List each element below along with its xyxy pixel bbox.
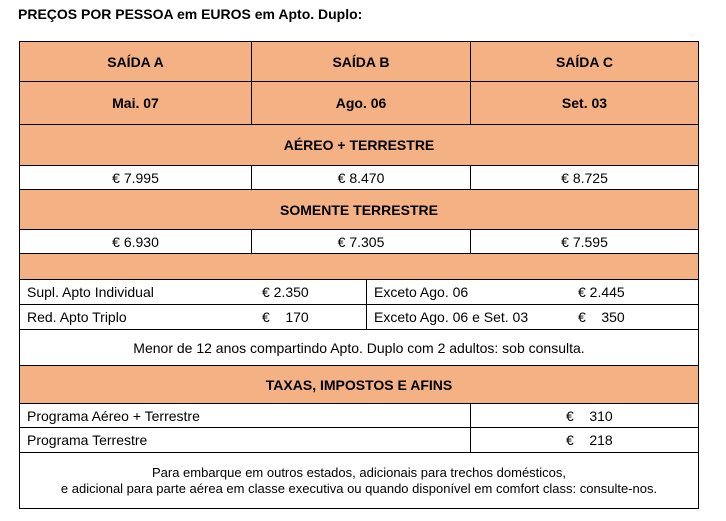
departure-a-label: SAÍDA A [107, 53, 164, 70]
departure-a-date: Mai. 07 [112, 95, 159, 111]
supplement-exception [366, 280, 698, 304]
exception-value: € 2.445 [578, 284, 625, 300]
tax-row [19, 428, 699, 453]
child-note: Menor de 12 anos compartindo Apto. Duplo com 2 adultos: sob consulta. [133, 339, 585, 356]
departure-date-row [19, 82, 699, 125]
exception-label: Exceto Ago. 06 [374, 284, 469, 300]
tax-label: Programa Aéreo + Terrestre [27, 407, 200, 424]
tax-value: € 310 [470, 404, 698, 427]
land-only-price-row [19, 230, 699, 254]
tax-value: € 218 [470, 428, 698, 452]
supplement-single [20, 280, 366, 304]
supplement-label: Red. Apto Triplo [27, 309, 127, 325]
departure-b-date: Ago. 06 [251, 82, 470, 124]
spacer-band [19, 254, 699, 280]
departure-header-row [19, 41, 699, 82]
reduction-triple [20, 305, 366, 329]
tax-label: Programa Terrestre [27, 432, 148, 448]
air-land-section-header [19, 125, 699, 166]
air-land-price-c: € 8.725 [470, 166, 698, 189]
supplement-label: Supl. Apto Individual [27, 284, 154, 300]
land-only-title: SOMENTE TERRESTRE [280, 201, 438, 218]
supplement-value: € 2.350 [262, 284, 309, 300]
taxes-section-header [19, 366, 699, 404]
air-land-title: AÉREO + TERRESTRE [283, 137, 435, 153]
air-land-price-a: € 7.995 [112, 169, 159, 186]
child-note-row [19, 330, 699, 366]
air-land-price-b: € 8.470 [251, 166, 470, 189]
exception-value: € 350 [578, 309, 625, 325]
departure-c-label: SAÍDA C [470, 42, 698, 81]
footer-note [20, 453, 698, 508]
footer-line-1: Para embarque em outros estados, adicionais para trechos domésticos, [151, 464, 567, 480]
footer-line-2: e adicional para parte aérea em classe executiva ou quando disponível em comfort class: consulte-nos. [60, 480, 658, 496]
land-only-price-a: € 6.930 [112, 233, 159, 250]
land-only-price-b: € 7.305 [251, 230, 470, 253]
taxes-title: TAXAS, IMPOSTOS E AFINS [265, 376, 453, 393]
exception-label: Exceto Ago. 06 e Set. 03 [374, 309, 529, 325]
land-only-section-header [19, 190, 699, 230]
tax-row [19, 404, 699, 428]
supplement-value: € 170 [262, 309, 309, 325]
supplement-exception [366, 305, 698, 329]
footer-note-row [19, 453, 699, 509]
departure-b-label: SAÍDA B [251, 42, 470, 81]
supplement-row [19, 305, 699, 330]
land-only-price-c: € 7.595 [470, 230, 698, 253]
supplement-row [19, 280, 699, 305]
departure-c-date: Set. 03 [470, 82, 698, 124]
air-land-price-row [19, 166, 699, 190]
page-title: PREÇOS POR PESSOA em EUROS em Apto. Duplo: [18, 6, 363, 22]
